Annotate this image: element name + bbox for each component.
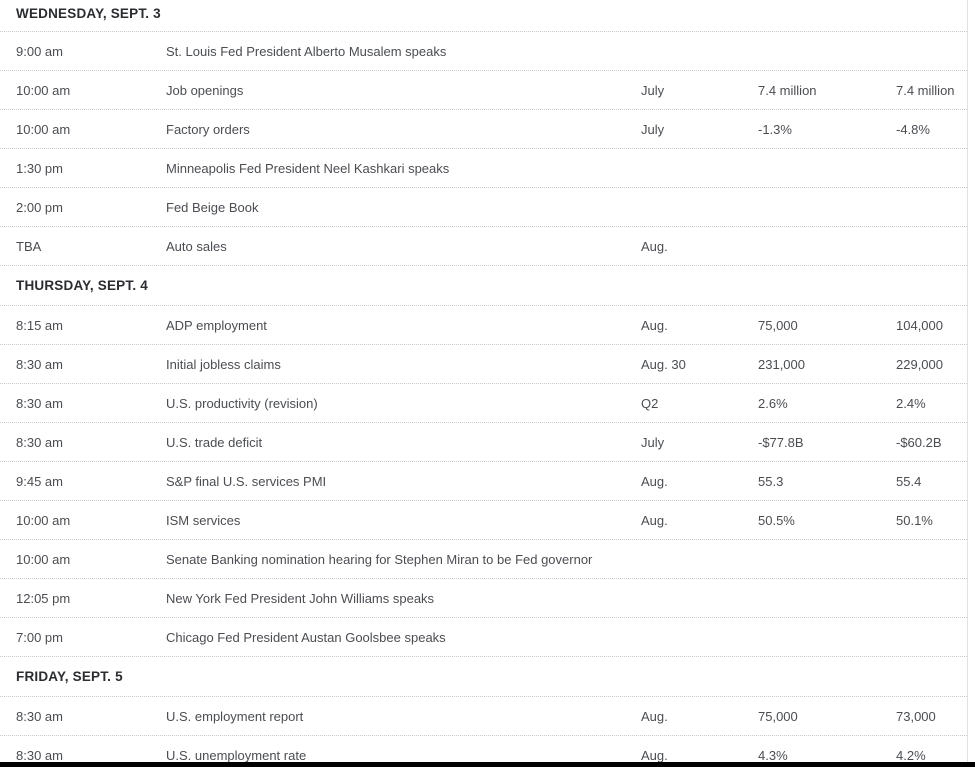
table-row (0, 110, 967, 149)
event-time: 9:00 am (16, 43, 63, 59)
day-label: WEDNESDAY, SEPT. 3 (16, 6, 161, 21)
event-name: Job openings (166, 82, 244, 98)
event-time: 8:30 am (16, 747, 63, 763)
event-forecast: -$77.8B (758, 434, 804, 450)
event-forecast: 2.6% (758, 395, 788, 411)
day-header (0, 0, 967, 32)
event-forecast: 75,000 (758, 708, 798, 724)
event-previous: 2.4% (896, 395, 926, 411)
event-previous: 229,000 (896, 356, 943, 372)
event-name: ADP employment (166, 317, 267, 333)
table-row (0, 540, 967, 579)
calendar-day-section (0, 0, 967, 266)
table-row (0, 32, 967, 71)
event-forecast: 55.3 (758, 473, 784, 489)
event-name: Senate Banking nomination hearing for Stephen Miran to be Fed governor (166, 551, 593, 567)
event-name: ISM services (166, 512, 241, 528)
event-time: 9:45 am (16, 473, 63, 489)
event-time: 8:30 am (16, 434, 63, 450)
table-row (0, 149, 967, 188)
day-header (0, 657, 967, 697)
table-row (0, 227, 967, 266)
event-name: U.S. trade deficit (166, 434, 263, 450)
event-previous: -$60.2B (896, 434, 942, 450)
event-previous: 4.2% (896, 747, 926, 763)
event-name: U.S. productivity (revision) (166, 395, 318, 411)
event-time: 12:05 pm (16, 590, 71, 606)
event-forecast: -1.3% (758, 121, 792, 137)
event-name: Auto sales (166, 238, 227, 254)
event-period: Aug. (641, 512, 668, 528)
event-forecast: 4.3% (758, 747, 788, 763)
event-time: 8:30 am (16, 708, 63, 724)
table-row (0, 345, 967, 384)
event-name: Fed Beige Book (166, 199, 259, 215)
event-forecast: 7.4 million (758, 82, 817, 98)
table-row (0, 384, 967, 423)
event-name: U.S. unemployment rate (166, 747, 307, 763)
event-previous: 73,000 (896, 708, 936, 724)
event-name: New York Fed President John Williams speaks (166, 590, 435, 606)
event-previous: 104,000 (896, 317, 943, 333)
event-time: 7:00 pm (16, 629, 63, 645)
event-name: Minneapolis Fed President Neel Kashkari speaks (166, 160, 450, 176)
table-row (0, 697, 967, 736)
calendar-day-section (0, 266, 967, 657)
event-period: Aug. (641, 238, 668, 254)
day-header (0, 266, 967, 306)
table-row (0, 501, 967, 540)
table-row (0, 618, 967, 657)
event-previous: -4.8% (896, 121, 930, 137)
event-previous: 50.1% (896, 512, 933, 528)
event-time: 2:00 pm (16, 199, 63, 215)
event-time: 1:30 pm (16, 160, 63, 176)
event-previous: 55.4 (896, 473, 922, 489)
event-time: 10:00 am (16, 121, 71, 137)
calendar-day-section (0, 657, 967, 767)
event-period: July (641, 121, 665, 137)
event-forecast: 231,000 (758, 356, 805, 372)
bottom-bar (0, 762, 975, 767)
table-row (0, 71, 967, 110)
event-forecast: 75,000 (758, 317, 798, 333)
event-time: 10:00 am (16, 512, 71, 528)
event-period: Aug. (641, 473, 668, 489)
event-name: Chicago Fed President Austan Goolsbee speaks (166, 629, 446, 645)
event-time: 8:30 am (16, 395, 63, 411)
table-row (0, 423, 967, 462)
table-row (0, 188, 967, 227)
event-time: 8:15 am (16, 317, 63, 333)
table-row (0, 579, 967, 618)
event-period: Aug. (641, 708, 668, 724)
event-period: Aug. (641, 317, 668, 333)
event-period: July (641, 434, 665, 450)
event-name: Initial jobless claims (166, 356, 281, 372)
event-period: Aug. (641, 747, 668, 763)
table-row (0, 306, 967, 345)
event-time: TBA (16, 238, 42, 254)
event-name: Factory orders (166, 121, 250, 137)
event-name: St. Louis Fed President Alberto Musalem speaks (166, 43, 447, 59)
event-period: July (641, 82, 665, 98)
event-period: Q2 (641, 395, 659, 411)
event-time: 8:30 am (16, 356, 63, 372)
table-row (0, 462, 967, 501)
event-forecast: 50.5% (758, 512, 795, 528)
event-time: 10:00 am (16, 82, 71, 98)
event-time: 10:00 am (16, 551, 71, 567)
day-label: FRIDAY, SEPT. 5 (16, 669, 123, 684)
day-label: THURSDAY, SEPT. 4 (16, 278, 148, 293)
event-name: S&P final U.S. services PMI (166, 473, 327, 489)
event-previous: 7.4 million (896, 82, 955, 98)
event-period: Aug. 30 (641, 356, 686, 372)
event-name: U.S. employment report (166, 708, 304, 724)
